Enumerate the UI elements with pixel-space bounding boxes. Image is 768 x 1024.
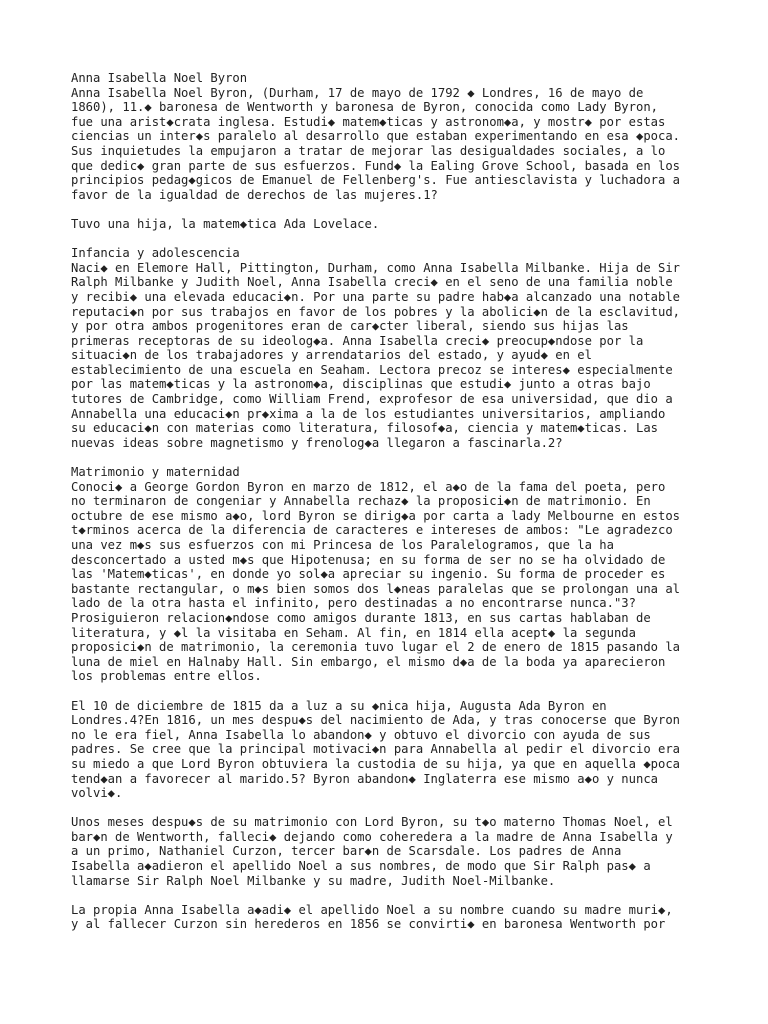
text-line: t◆rminos acerca de la diferencia de caracteres e intereses de ambos: "Le agradezco: [71, 523, 673, 538]
text-line: 1860), 11.◆ baronesa de Wentworth y baronesa de Byron, conocida como Lady Byron,: [71, 100, 658, 115]
text-line: primeras receptoras de su ideolog◆a. Anna Isabella creci◆ preocup◆ndose por la: [71, 333, 644, 348]
text-line: no terminaron de congeniar y Annabella rechaz◆ la proposici◆n de matrimonio. En: [71, 494, 651, 509]
text-line: reputaci◆n por sus trabajos en favor de los pobres y la abolici◆n de la esclavitud,: [71, 304, 681, 319]
text-line: desconcertado a usted m◆s que Hipotenusa; en su forma de ser no se ha olvidado de: [71, 552, 666, 567]
intro-paragraph: [71, 86, 711, 203]
text-line: Prosiguieron relacion◆ndose como amigos durante 1813, en sus cartas hablaban de: [71, 610, 651, 625]
text-line: Sus inquietudes la empujaron a tratar de mejorar las desigualdades sociales, a lo: [71, 143, 666, 158]
text-line: La propia Anna Isabella a◆adi◆ el apellido Noel a su nombre cuando su madre muri◆,: [71, 902, 673, 917]
text-line: su miedo a que Lord Byron obtuviera la custodia de su hija, ya que en aquella ◆poca: [71, 756, 681, 771]
text-line: tutores de Cambridge, como William Frend, exprofesor de esa universidad, que dio a: [71, 392, 673, 407]
text-line: Anna Isabella Noel Byron, (Durham, 17 de mayo de 1792 ◆ Londres, 16 de mayo de: [71, 85, 644, 100]
text-line: ciencias un inter◆s paralelo al desarrollo que estaban experimentando en esa ◆poca.: [71, 129, 681, 144]
text-line: octubre de ese mismo a◆o, lord Byron se dirig◆a por carta a lady Melbourne en estos: [71, 508, 681, 523]
text-line: bar◆n de Wentworth, falleci◆ dejando como coheredera a la madre de Anna Isabella y: [71, 829, 673, 844]
text-line: los problemas entre ellos.: [71, 669, 262, 684]
section-heading: Infancia y adolescencia: [71, 246, 240, 261]
text-line: que dedic◆ gran parte de sus esfuerzos. Fund◆ la Ealing Grove School, basada en los: [71, 158, 681, 173]
text-line: su educaci◆n con materias como literatura, filosof◆a, ciencia y matem◆ticas. Las: [71, 421, 658, 436]
document-page: [71, 71, 711, 932]
text-line: no le era fiel, Anna Isabella lo abandon◆ y obtuvo el divorcio con ayuda de sus: [71, 727, 651, 742]
text-line: fue una arist◆crata inglesa. Estudi◆ matem◆ticas y astronom◆a, y mostr◆ por estas: [71, 114, 666, 129]
paragraph: [71, 480, 711, 684]
section-childhood: [71, 246, 711, 450]
text-line: lado de la otra hasta el infinito, pero destinadas a no encontrarse nunca."3?: [71, 596, 636, 611]
text-line: padres. Se cree que la principal motivaci◆n para Annabella al pedir el divorcio era: [71, 742, 681, 757]
text-line: establecimiento de una escuela en Seaham. Lectora precoz se interes◆ especialmente: [71, 362, 673, 377]
text-line: luna de miel en Halnaby Hall. Sin embargo, el mismo d◆a de la boda ya aparecieron: [71, 654, 666, 669]
document-title: Anna Isabella Noel Byron: [71, 71, 248, 85]
text-line: principios pedag◆gicos de Emanuel de Fellenberg's. Fue antiesclavista y luchadora a: [71, 173, 681, 188]
text-line: Annabella una educaci◆n pr◆xima a la de los estudiantes universitarios, ampliando: [71, 406, 666, 421]
text-line: Naci◆ en Elemore Hall, Pittington, Durham, como Anna Isabella Milbanke. Hija de Sir: [71, 260, 681, 275]
text-line: una vez m◆s sus esfuerzos con mi Princesa de los Paralelogramos, que la ha: [71, 538, 614, 552]
text-line: llamarse Sir Ralph Noel Milbanke y su madre, Judith Noel-Milbanke.: [71, 873, 556, 888]
text-line: volvi◆.: [71, 786, 123, 801]
text-line: tend◆an a favorecer al marido.5? Byron abandon◆ Inglaterra ese mismo a◆o y nunca: [71, 771, 658, 786]
section-marriage: [71, 465, 711, 932]
text-line: proposici◆n de matrimonio, la ceremonia tuvo lugar el 2 de enero de 1815 pasando la: [71, 640, 681, 655]
text-line: Isabella a◆adieron el apellido Noel a sus nombres, de modo que Sir Ralph pas◆ a: [71, 859, 651, 874]
text-line: y por otra ambos progenitores eran de car◆cter liberal, siendo sus hijas las: [71, 319, 629, 334]
section-heading: Matrimonio y maternidad: [71, 465, 240, 480]
text-line: favor de la igualdad de derechos de las mujeres.1?: [71, 187, 438, 202]
text-line: nuevas ideas sobre magnetismo y frenolog◆a llegaron a fascinarla.2?: [71, 435, 563, 450]
text-line: y al fallecer Curzon sin herederos en 1856 se convirti◆ en baronesa Wentworth por: [71, 917, 666, 932]
daughter-paragraph: Tuvo una hija, la matem◆tica Ada Lovelace.: [71, 216, 380, 231]
text-line: bastante rectangular, o m◆s bien somos dos l◆neas paralelas que se prolongan una al: [71, 581, 681, 596]
text-line: por las matem◆ticas y la astronom◆a, disciplinas que estudi◆ junto a otras bajo: [71, 377, 651, 392]
text-line: y recibi◆ una elevada educaci◆n. Por una parte su padre hab◆a alcanzado una notable: [71, 289, 681, 304]
text-line: situaci◆n de los trabajadores y arrendatarios del estado, y ayud◆ en el: [71, 348, 592, 363]
text-line: literatura, y ◆l la visitaba en Seham. Al fin, en 1814 ella acept◆ la segunda: [71, 625, 636, 640]
paragraph: [71, 815, 711, 888]
text-line: Londres.4?En 1816, un mes despu◆s del nacimiento de Ada, y tras conocerse que Byron: [71, 713, 681, 728]
text-line: El 10 de diciembre de 1815 da a luz a su ◆nica hija, Augusta Ada Byron en: [71, 698, 607, 713]
paragraph: [71, 903, 711, 932]
text-line: Unos meses despu◆s de su matrimonio con Lord Byron, su t◆o materno Thomas Noel, el: [71, 815, 673, 830]
paragraph: [71, 699, 711, 801]
text-line: Conoci◆ a George Gordon Byron en marzo de 1812, el a◆o de la fama del poeta, pero: [71, 479, 666, 494]
text-line: las 'Matem◆ticas', en donde yo sol◆a apreciar su ingenio. Su forma de proceder es: [71, 567, 666, 582]
text-line: a un primo, Nathaniel Curzon, tercer bar◆n de Scarsdale. Los padres de Anna: [71, 844, 622, 859]
text-line: Ralph Milbanke y Judith Noel, Anna Isabella creci◆ en el seno de una familia noble: [71, 275, 673, 290]
